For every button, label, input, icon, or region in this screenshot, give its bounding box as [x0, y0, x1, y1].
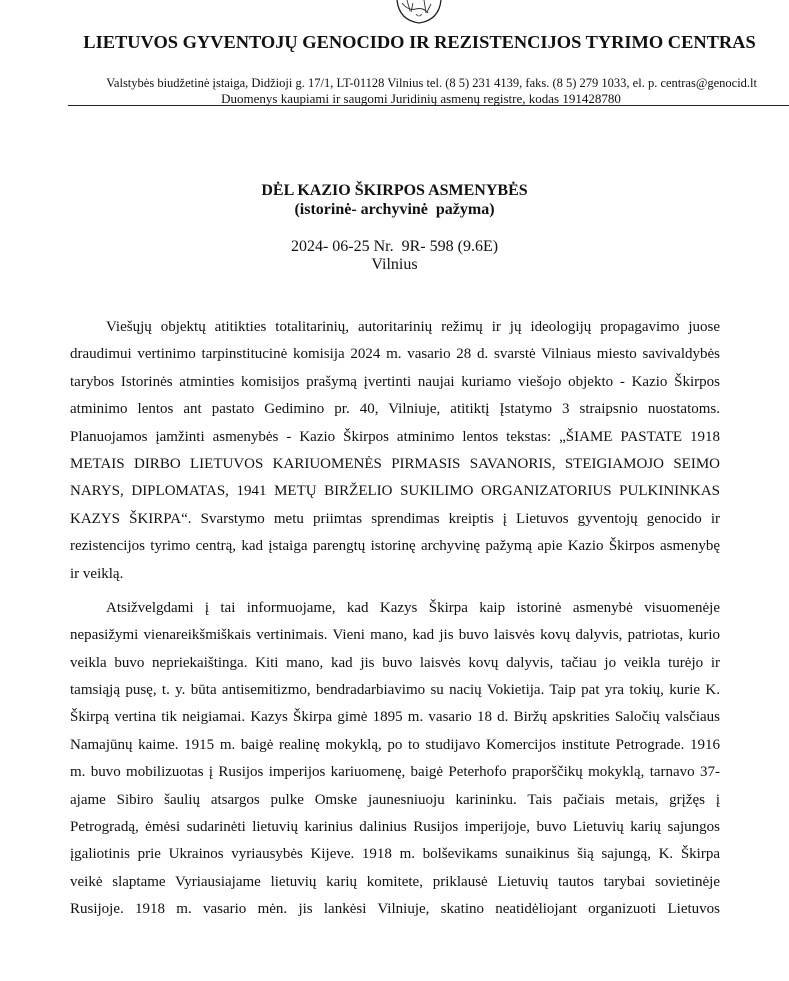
- body-line: nepasižymi vienareikšmiškais vertinimais. Vieni mano, kad jis buvo laisvės kovų dalyvis, patriotas, kurio: [70, 627, 720, 644]
- body-line: rezistencijos tyrimo centrą, kad įstaiga parengtų istorinę archyvinę pažymą apie Kazio Škirpos asmenybę: [70, 538, 720, 555]
- organization-address: Valstybės biudžetinė įstaiga, Didžioji g. 17/1, LT-01128 Vilnius tel. (8 5) 231 4139, faks. (8 5) 279 1033, el. p. centras@genocid.lt: [106, 76, 757, 90]
- document-title: DĖL KAZIO ŠKIRPOS ASMENYBĖS: [261, 182, 528, 199]
- body-line: įgaliotinis prie Ukrainos vyriausybės Kijeve. 1918 m. bolševikams sunaikinus šią sajungą, K. Škirpa: [70, 846, 720, 863]
- body-line: atminimo lentos ant pastato Gedimino pr. 40, Vilniuje, atitiktį Įstatymo 3 straipsnio nuostatoms.: [70, 401, 720, 418]
- body-line: METAIS DIRBO LIETUVOS KARIUOMENĖS PIRMASIS SAVANORIS, STEIGIAMOJO SEIMO: [70, 455, 720, 472]
- document-place: Vilnius: [371, 256, 418, 273]
- body-line: ajame Sibiro šaulių atsargos pulke Omske jaunesniuoju karininku. Tais pačiais metais, grįžęs į: [70, 791, 720, 808]
- document-body: [70, 314, 720, 924]
- body-line: ir veiklą.: [70, 565, 124, 582]
- body-line: draudimui vertinimo tarpinstitucinė komisija 2024 m. vasario 28 d. svarstė Vilniaus miesto savivaldybės: [70, 346, 720, 363]
- body-line: Planuojamos įamžinti asmenybės - Kazio Škirpos atminimo lentos tekstas: „ŠIAME PASTATE 1918: [70, 428, 720, 445]
- body-line: Rusijoje. 1918 m. vasario mėn. jis lankėsi Vilniuje, skatino neatidėliojant organizuoti Lietuvos: [70, 901, 720, 918]
- letterhead-divider: [68, 105, 789, 106]
- body-line: veikla buvo nepriekaištinga. Kiti mano, kad jis buvo laisvės kovų dalyvis, tačiau jo veikla turėjo ir: [70, 654, 720, 671]
- body-paragraph: [70, 595, 720, 924]
- body-line: Atsižvelgdami į tai informuojame, kad Kazys Škirpa kaip istorinė asmenybė visuomenėje: [106, 599, 720, 616]
- body-line: m. buvo mobilizuotas į Rusijos imperijos kariuomenę, baigė Peterhofo praporščikų mokyklą, tarnavo 37-: [70, 764, 720, 781]
- body-line: NARYS, DIPLOMATAS, 1941 METŲ BIRŽELIO SUKILIMO ORGANIZATORIUS PULKININKAS: [70, 483, 720, 500]
- body-line: tamsiąją pusę, t. y. būta antisemitizmo, bendradarbiavimo su nacių Vokietija. Taip pat yra tokių, kurie K.: [70, 682, 720, 699]
- body-line: KAZYS ŠKIRPA“. Svarstymo metu priimtas sprendimas kreiptis į Lietuvos gyventojų genocido ir: [70, 510, 720, 527]
- document-subtitle: (istorinė- archyvinė pažyma): [294, 201, 495, 218]
- body-line: Viešųjų objektų atitikties totalitarinių, autoritarinių režimų ir jų ideologijų propagavimo juose: [106, 319, 720, 335]
- coat-of-arms-icon: [394, 0, 444, 26]
- body-line: Petrogradą, ėmėsi sudarinėti lietuvių karinius dalinius Rusijos imperijoje, buvo Lietuvių karių sajungos: [70, 819, 720, 836]
- registry-info: Duomenys kaupiami ir saugomi Juridinių asmenų registre, kodas 191428780: [221, 91, 621, 106]
- body-line: Škirpą vertina tik neigiamai. Kazys Škirpa gimė 1895 m. vasario 18 d. Biržų apskrities Saločių valsčiaus: [70, 709, 720, 726]
- body-paragraph: [70, 314, 720, 588]
- body-line: tarybos Istorinės atminties komisijos prašymą įvertinti naujai kuriamo viešojo objekto - Kazio Škirpos: [70, 373, 720, 390]
- body-line: veikė slaptame Vyriausiajame lietuvių karių komitete, priklausė Lietuvių tautos tarybai sovietinėje: [70, 873, 720, 890]
- document-date-number: 2024- 06-25 Nr. 9R- 598 (9.6E): [290, 238, 499, 255]
- body-line: Namajūnų kaime. 1915 m. baigė realinę mokyklą, po to studijavo Komercijos institute Petrograde. 1916: [70, 736, 720, 753]
- organization-name: LIETUVOS GYVENTOJŲ GENOCIDO IR REZISTENCIJOS TYRIMO CENTRAS: [83, 32, 756, 52]
